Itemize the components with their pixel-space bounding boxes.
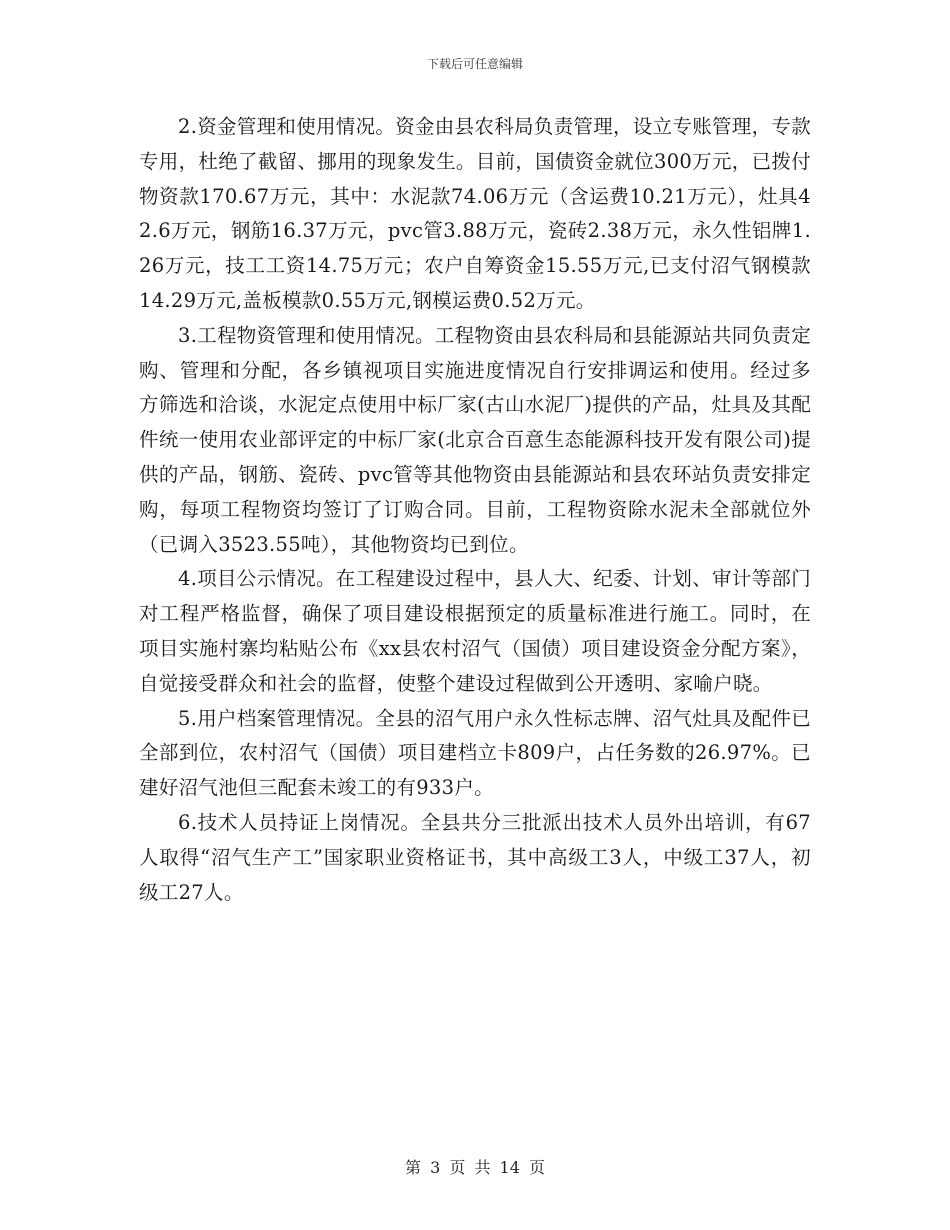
paragraph-project-publicity: 4.项目公示情况。在工程建设过程中，县人大、纪委、计划、审计等部门对工程严格监督，确保了项目建设根据预定的质量标准进行施工。同时，在项目实施村寨均粘贴公布《xx县农村沼气（国债）项目建设资金分配方案》，自觉接受群众和社会的监督，使整个建设过程做到公开透明、家喻户晓。 (139, 567, 812, 695)
paragraph-user-archives: 5.用户档案管理情况。全县的沼气用户永久性标志牌、沼气灶具及配件已全部到位，农村沼气（国债）项目建档立卡809户，占任务数的26.97%。已建好沼气池但三配套未竣工的有933户。 (139, 706, 812, 800)
document-body (139, 110, 811, 910)
paragraph-fund-management: 2.资金管理和使用情况。资金由县农科局负责管理，设立专账管理，专款专用，杜绝了截留、挪用的现象发生。目前，国债资金就位300万元，已拨付物资款170.67万元，其中：水泥款74.06万元（含运费10.21万元），灶具42.6万元，钢筋16.37万元，pvc管3.88万元，瓷砖2.38万元，永久性铝牌1.26万元，技工工资14.75万元；农户自筹资金15.55万元,已支付沼气钢模款14.29万元,盖板模款0.55万元,钢模运费0.52万元。 (139, 115, 812, 312)
page-footer: 第 3 页 共 14 页 (405, 1158, 545, 1177)
page-header: 下载后可任意编辑 (426, 57, 523, 71)
paragraph-technician-certification: 6.技术人员持证上岗情况。全县共分三批派出技术人员外出培训，有67人取得“沼气生产工”国家职业资格证书，其中高级工3人，中级工37人，初级工27人。 (139, 810, 811, 904)
paragraph-material-management: 3.工程物资管理和使用情况。工程物资由县农科局和县能源站共同负责定购、管理和分配，各乡镇视项目实施进度情况自行安排调运和使用。经过多方筛选和洽谈，水泥定点使用中标厂家(古山水泥厂)提供的产品，灶具及其配件统一使用农业部评定的中标厂家(北京合百意生态能源科技开发有限公司)提供的产品，钢筋、瓷砖、pvc管等其他物资由县能源站和县农环站负责安排定购，每项工程物资均签订了订购合同。目前，工程物资除水泥未全部就位外（已调入3523.55吨），其他物资均已到位。 (139, 323, 812, 556)
